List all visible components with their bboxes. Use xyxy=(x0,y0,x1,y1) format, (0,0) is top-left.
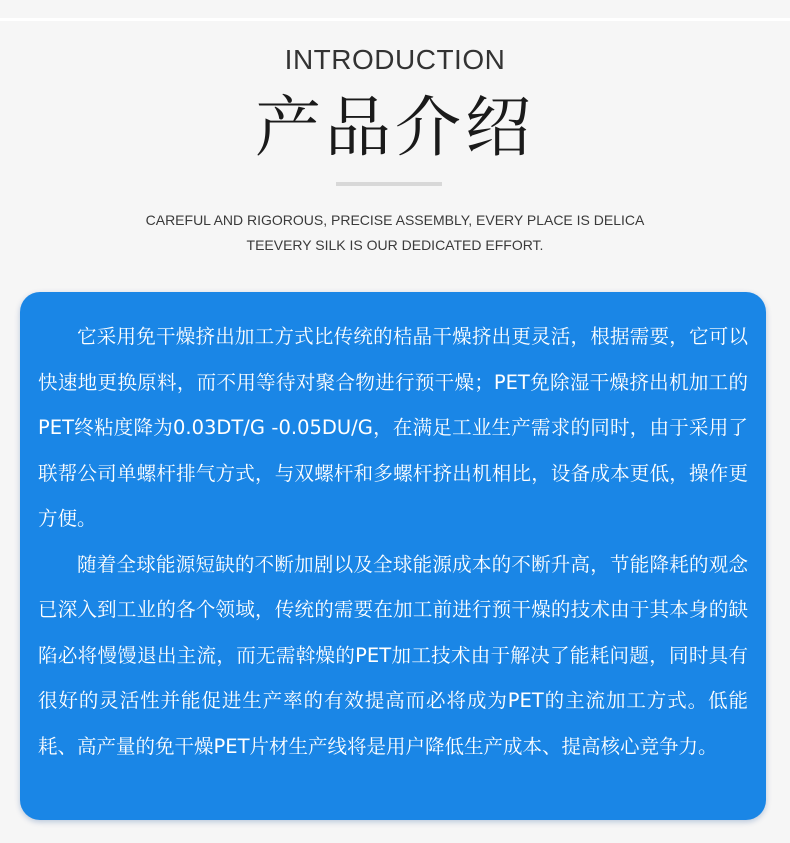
intro-paragraph-2: 随着全球能源短缺的不断加剧以及全球能源成本的不断升高，节能降耗的观念已深入到工业的各个领域，传统的需要在加工前进行预干燥的技术由于其本身的缺陷必将慢馒退出主流，而无需斡燥的PET加工技术由于解决了能耗问题，同时具有很好的灵活性并能促进生产率的有效提高而必将成为PET的主流加工方式。低能耗、高产量的免干燥PET片材生产线将是用户降低生产成本、提高核心竞争力。 xyxy=(38,552,748,758)
subtitle-line-2: TEEVERY SILK IS OUR DEDICATED EFFORT. xyxy=(246,237,544,253)
subtitle-line-1: CAREFUL AND RIGOROUS, PRECISE ASSEMBLY, EVERY PLACE IS DELICA xyxy=(145,212,645,228)
intro-heading: INTRODUCTION xyxy=(284,44,506,75)
title-underline xyxy=(336,182,442,186)
top-divider xyxy=(0,18,790,21)
product-intro-card xyxy=(20,292,766,820)
page-title: 产品介绍 xyxy=(255,89,535,166)
product-intro-text xyxy=(38,314,748,769)
intro-paragraph-1: 它采用免干燥挤出加工方式比传统的桔晶干燥挤出更灵活，根据需要，它可以快速地更换原料，而不用等待对聚合物进行预干燥；PET免除湿干燥挤出机加工的PET终粘度降为0.03DT/G -0.05DU/G，在满足工业生产需求的同时，由于采用了联帮公司单螺杆排气方式，与双螺杆和多螺杆挤出机相比，设备成本更低，操作更方便。 xyxy=(38,325,748,530)
